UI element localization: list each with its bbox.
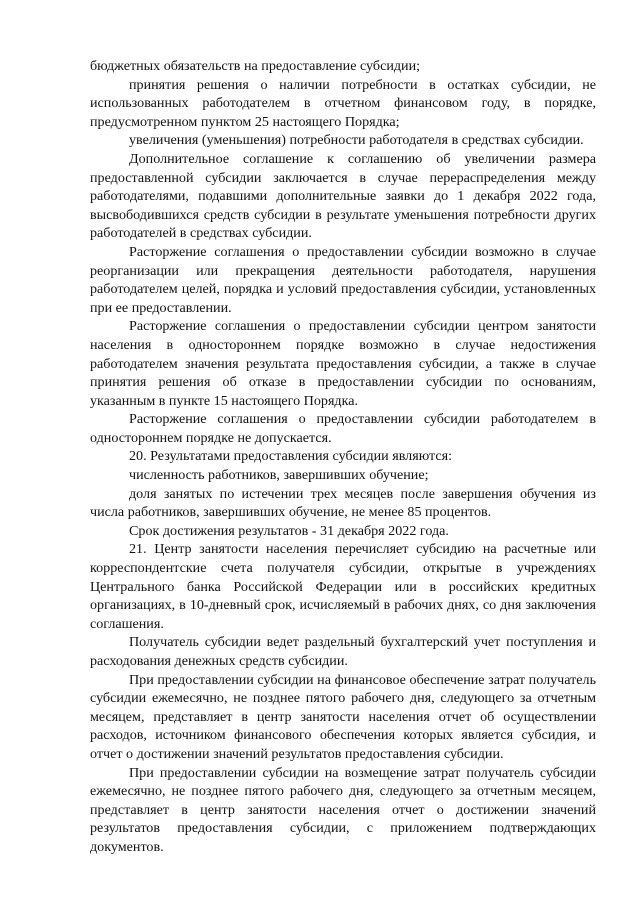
- paragraph-section-20-results: 20. Результатами предоставления субсидии являются:: [129, 448, 453, 465]
- paragraph-need-change: увеличения (уменьшения) потребности работодателя в средствах субсидии.: [129, 132, 584, 149]
- paragraph-termination-unilateral-center: Расторжение соглашения о предоставлении субсидии центром занятости населения в одностороннем порядке возможно в случае недостижения работодателем значения результата предоставления субсидии, а также в случае принятия решения об отказе в предоставлении субсидии по основаниям, указанным в пункте 15 настоящего Порядка.: [90, 318, 596, 409]
- paragraph-budget-obligations: бюджетных обязательств на предоставление субсидии;: [90, 58, 421, 74]
- paragraph-reimbursement-report: При предоставлении субсидии на возмещение затрат получатель субсидии ежемесячно, не позднее пятого рабочего дня, следующего за отчетным месяцем, представляет в центр занятости населения отчет о достижении значений результатов предоставления субсидии, с приложением подтверждающих документов.: [90, 764, 596, 855]
- paragraph-separate-accounting: Получатель субсидии ведет раздельный бухгалтерский учет поступления и расходования денежных средств субсидии.: [90, 634, 596, 669]
- paragraph-additional-agreement: Дополнительное соглашение к соглашению об увеличении размера предоставленной субсидии заключается в случае перераспределения между работодателями, подавшими дополнительные заявки до 1 декабря 2022 года, высвободившихся средств субсидии в результате уменьшения потребности других работодателей в средствах субсидии.: [90, 150, 596, 242]
- paragraph-termination-possible: Расторжение соглашения о предоставлении субсидии возможно в случае реорганизации или прекращения деятельности работодателя, нарушения работодателем целей, порядка и условий предоставления субсидии, установленных при ее предоставлении.: [90, 243, 596, 316]
- paragraph-result-employment-share: доля занятых по истечении трех месяцев после завершения обучения из числа работников, завершивших обучение, не менее 85 процентов.: [90, 485, 596, 521]
- paragraph-unused-balance-decision: принятия решения о наличии потребности в остатках субсидии, не использованных работодателем в отчетном финансовом году, в порядке, предусмотренном пунктом 25 настоящего Порядка;: [90, 76, 596, 130]
- paragraph-termination-by-employer: Расторжение соглашения о предоставлении субсидии работодателем в одностороннем порядке не допускается.: [90, 411, 596, 446]
- paragraph-financial-support-report: При предоставлении субсидии на финансовое обеспечение затрат получатель субсидии ежемесячно, не позднее пятого рабочего дня, следующего за отчетным месяцем, представляет в центр занятости населения отчет об осуществлении расходов, источником финансового обеспечения которых является субсидия, и отчет о достижении значений результатов предоставления субсидии.: [90, 671, 596, 762]
- document-page: [90, 57, 596, 857]
- paragraph-results-deadline: Срок достижения результатов - 31 декабря 2022 года.: [129, 522, 449, 539]
- paragraph-result-trained-count: численность работников, завершивших обучение;: [129, 467, 429, 484]
- paragraph-section-21-transfer: 21. Центр занятости населения перечисляет субсидию на расчетные или корреспондентские счета получателя субсидии, открытые в учреждениях Центрального банка Российской Федерации или в российских кредитных организациях, в 10-дневный срок, исчисляемый в рабочих днях, со дня заключения соглашения.: [90, 541, 596, 632]
